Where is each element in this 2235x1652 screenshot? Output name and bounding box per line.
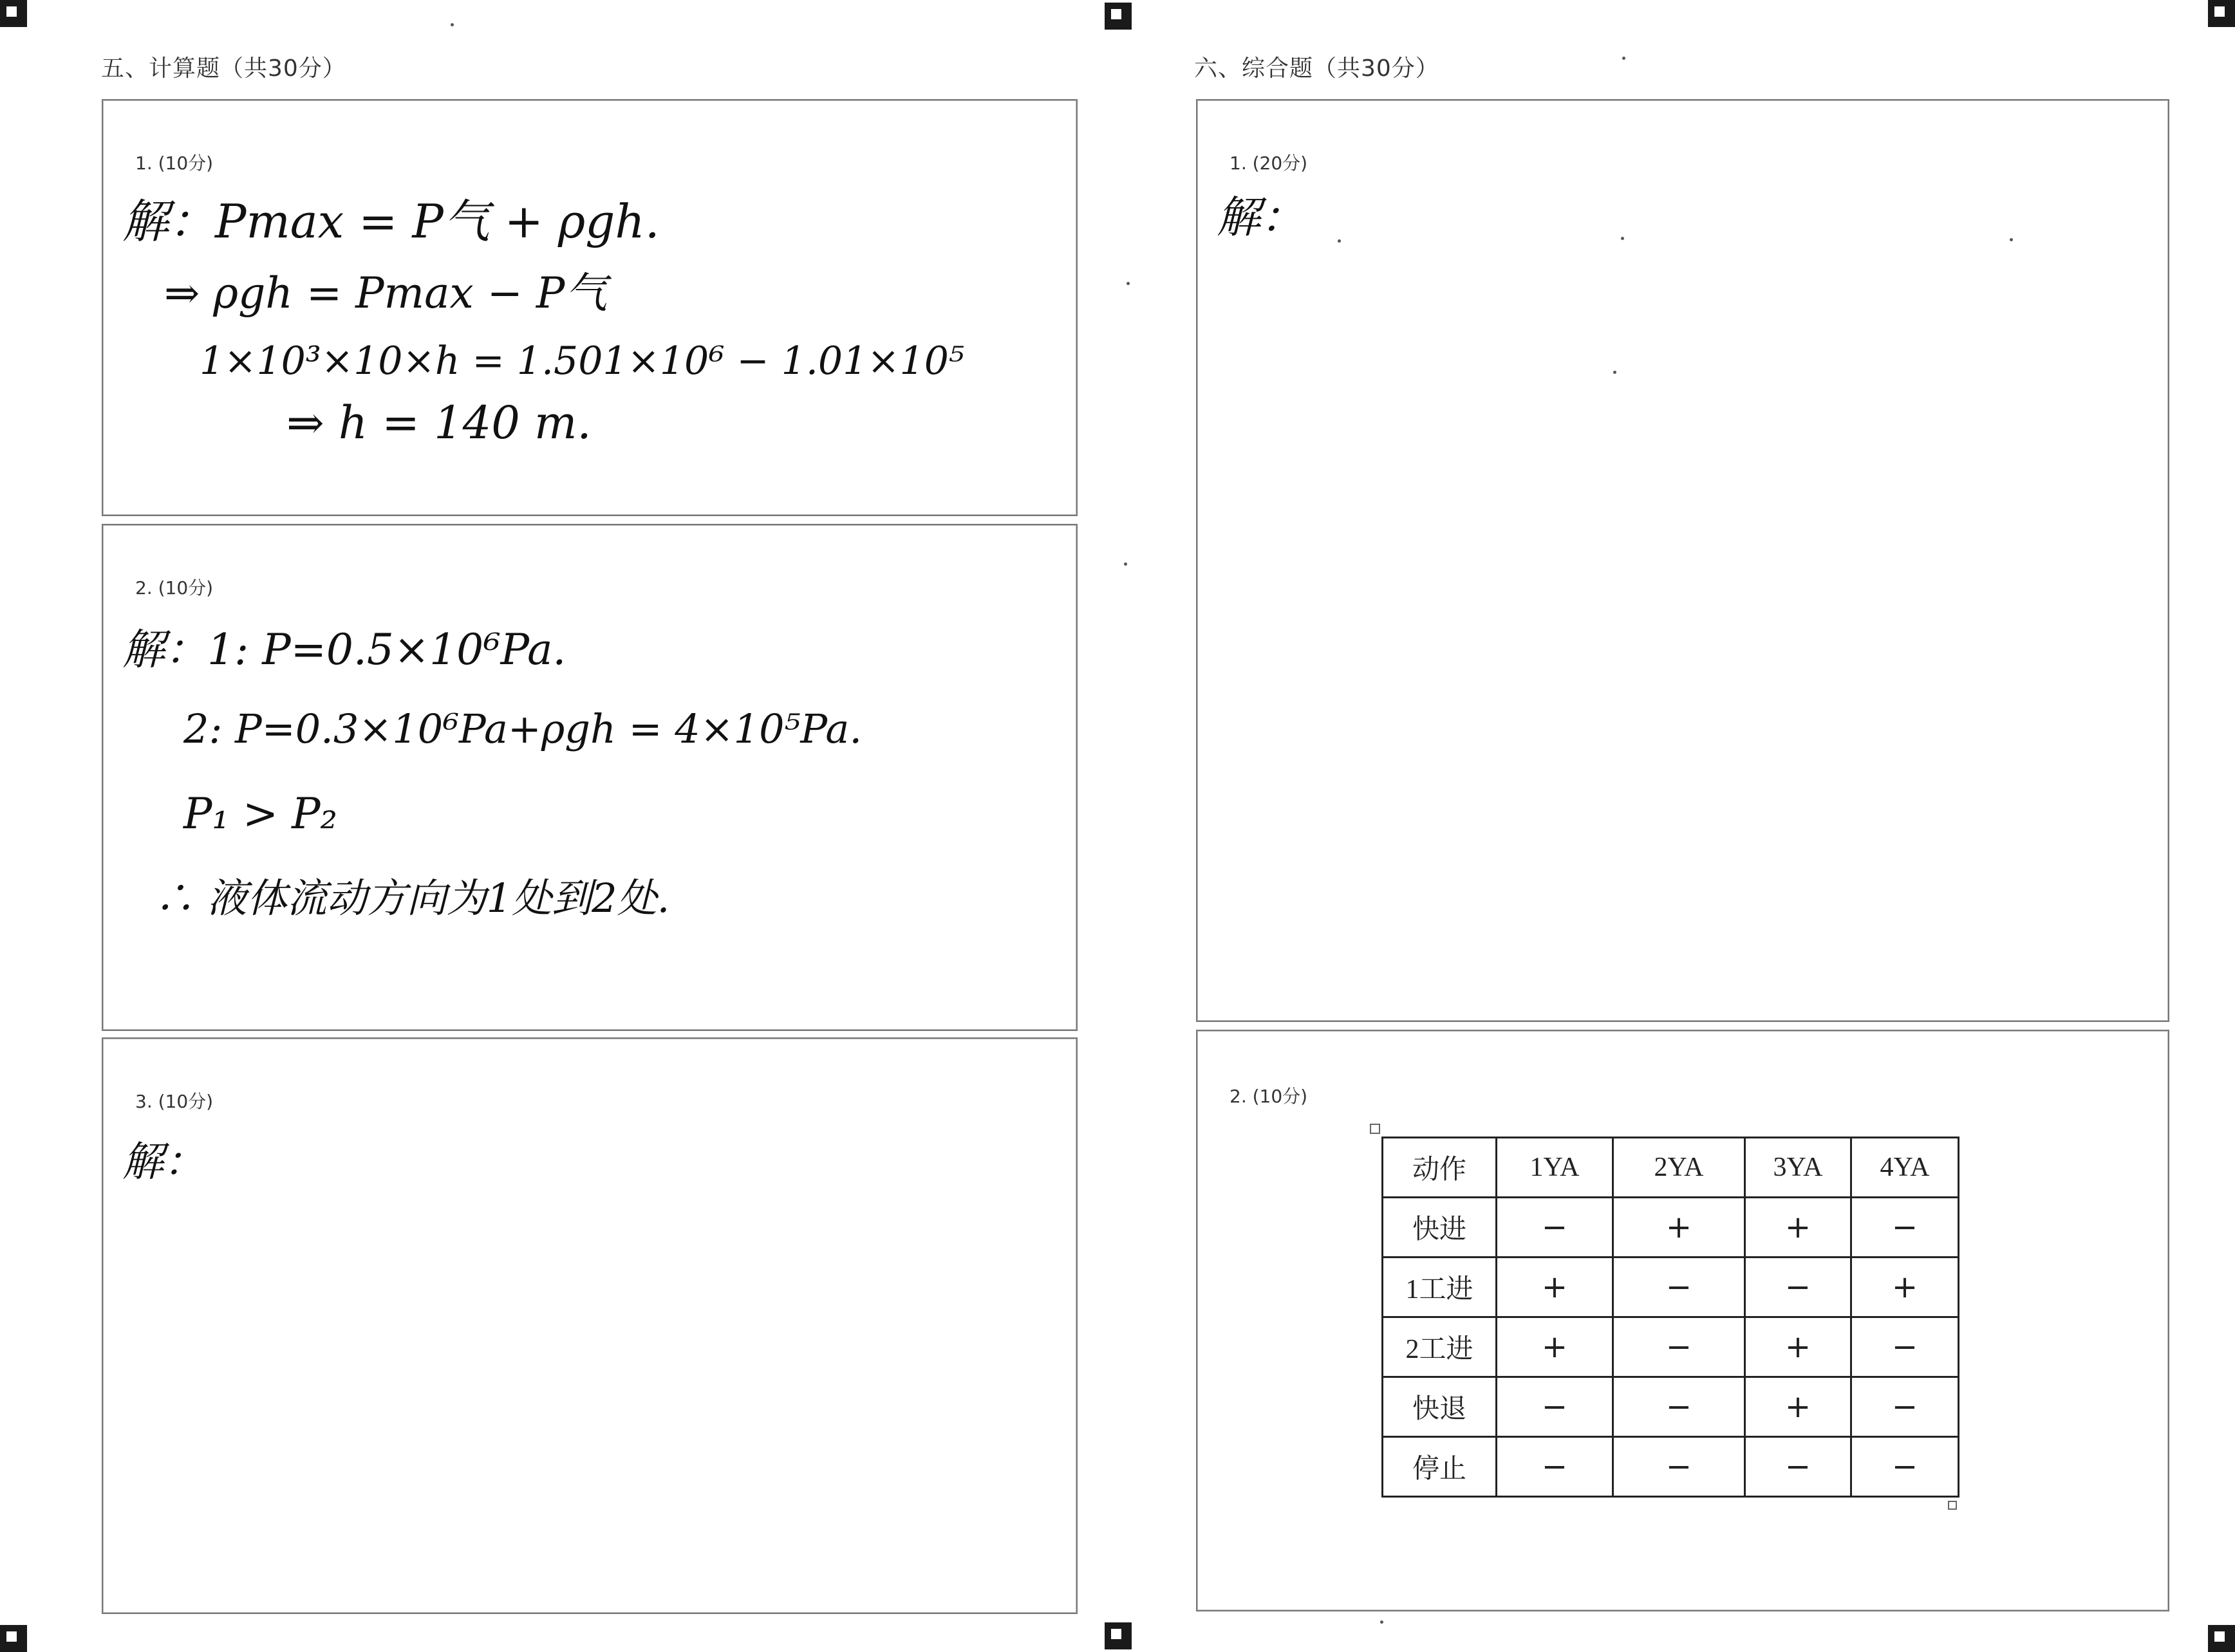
- registration-marker: [1105, 3, 1132, 30]
- state-cell: +: [1613, 1198, 1745, 1258]
- handwritten-line: 解：: [1217, 192, 1305, 243]
- table-row: [1383, 1198, 1959, 1258]
- state-cell: +: [1745, 1377, 1851, 1437]
- table-header-row: [1383, 1138, 1959, 1198]
- action-cell: 快退: [1383, 1377, 1497, 1437]
- state-cell: −: [1851, 1377, 1959, 1437]
- question-label: 2. (10分): [1230, 1086, 1308, 1107]
- state-cell: −: [1497, 1437, 1613, 1497]
- question-label: 1. (20分): [1230, 153, 1308, 174]
- handwritten-line: ∴ 液体流动方向为1处到2处.: [154, 875, 670, 922]
- question-label: 2. (10分): [135, 577, 214, 599]
- table-row: [1383, 1317, 1959, 1377]
- handwritten-line: 解：1: P=0.5×10⁶Pa.: [122, 625, 566, 674]
- handwritten-line: 解：: [122, 1138, 205, 1186]
- table-row: [1383, 1437, 1959, 1497]
- table-header-cell: 3YA: [1745, 1138, 1851, 1198]
- state-cell: −: [1613, 1258, 1745, 1317]
- table-header-cell: 1YA: [1497, 1138, 1613, 1198]
- state-cell: −: [1745, 1437, 1851, 1497]
- state-cell: −: [1613, 1317, 1745, 1377]
- state-cell: −: [1851, 1437, 1959, 1497]
- section-title-calculation: 五、计算题（共30分）: [101, 55, 346, 82]
- handwritten-line: ⇒ h = 140 m.: [286, 396, 592, 449]
- handwritten-line: ⇒ ρgh = Pmax − P气: [164, 268, 608, 318]
- handwritten-line: 解：Pmax = P气 + ρgh.: [122, 194, 660, 248]
- table-header-cell: 动作: [1383, 1138, 1497, 1198]
- state-cell: +: [1745, 1198, 1851, 1258]
- registration-marker: [0, 0, 27, 27]
- state-cell: +: [1851, 1258, 1959, 1317]
- state-cell: −: [1613, 1377, 1745, 1437]
- table-row: [1383, 1377, 1959, 1437]
- answer-box-q2: [102, 524, 1078, 1031]
- handwritten-line: 1×10³×10×h = 1.501×10⁶ − 1.01×10⁵: [200, 339, 964, 384]
- table-handle: [1370, 1124, 1380, 1134]
- section-title-comprehensive: 六、综合题（共30分）: [1194, 55, 1439, 82]
- action-cell: 快进: [1383, 1198, 1497, 1258]
- registration-marker: [2208, 1625, 2235, 1652]
- answer-box-r-q2: [1196, 1030, 2169, 1611]
- registration-marker: [2208, 0, 2235, 27]
- action-cell: 2工进: [1383, 1317, 1497, 1377]
- action-cell: 1工进: [1383, 1258, 1497, 1317]
- state-cell: −: [1613, 1437, 1745, 1497]
- table-header-cell: 2YA: [1613, 1138, 1745, 1198]
- state-cell: −: [1745, 1258, 1851, 1317]
- handwritten-line: 2: P=0.3×10⁶Pa+ρgh = 4×10⁵Pa.: [183, 705, 863, 752]
- answer-box-r-q1: [1196, 99, 2169, 1022]
- question-label: 3. (10分): [135, 1091, 214, 1112]
- question-label: 1. (10分): [135, 153, 214, 174]
- solenoid-action-table: [1381, 1137, 1959, 1498]
- state-cell: −: [1851, 1317, 1959, 1377]
- table-row: [1383, 1258, 1959, 1317]
- table-handle: [1948, 1501, 1957, 1510]
- answer-box-q1: [102, 99, 1078, 516]
- state-cell: +: [1497, 1258, 1613, 1317]
- table-header-cell: 4YA: [1851, 1138, 1959, 1198]
- registration-marker: [1105, 1622, 1132, 1649]
- state-cell: +: [1497, 1317, 1613, 1377]
- state-cell: +: [1745, 1317, 1851, 1377]
- registration-marker: [0, 1625, 27, 1652]
- state-cell: −: [1497, 1198, 1613, 1258]
- state-cell: −: [1851, 1198, 1959, 1258]
- handwritten-line: P₁ > P₂: [183, 789, 337, 839]
- state-cell: −: [1497, 1377, 1613, 1437]
- action-cell: 停止: [1383, 1437, 1497, 1497]
- answer-box-q3: [102, 1037, 1078, 1614]
